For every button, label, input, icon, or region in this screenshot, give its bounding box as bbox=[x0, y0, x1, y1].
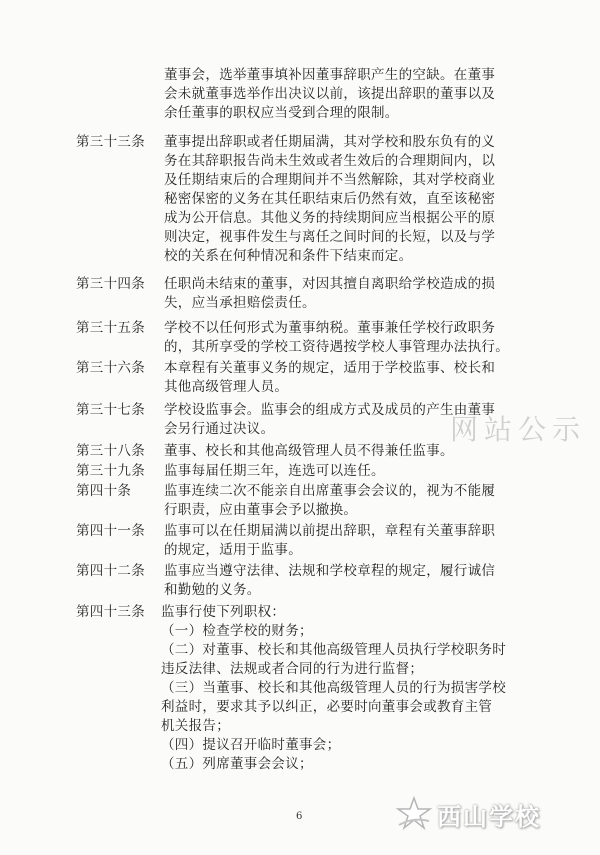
text-line: 机关报告； bbox=[161, 718, 230, 734]
text-line: 监事每届任期三年，连选可以连任。 bbox=[164, 463, 385, 479]
text-line: 监事应当遵守法律、法规和学校章程的规定，履行诚信 bbox=[164, 563, 496, 579]
text-line: 违反法律、法规或者合同的行为进行监督； bbox=[161, 661, 424, 677]
article-label: 第三十九条 bbox=[76, 463, 145, 479]
article-body bbox=[164, 462, 526, 481]
text-line: 的规定，适用于监事。 bbox=[164, 542, 302, 558]
text-line: 董事提出辞职或者任期届满，其对学校和股东负有的义 bbox=[164, 134, 496, 150]
text-line: 任职尚未结束的董事，对因其擅自离职给学校造成的损 bbox=[164, 276, 496, 292]
text-line: （一）检查学校的财务； bbox=[161, 623, 313, 639]
article-body bbox=[164, 359, 526, 397]
school-logo bbox=[395, 795, 541, 833]
article-label: 第三十六条 bbox=[76, 360, 145, 376]
text-line: 监事行使下列职权： bbox=[161, 604, 286, 620]
text-line: 监事连续二次不能亲自出席董事会会议的，视为不能履 bbox=[164, 483, 496, 499]
text-line: 秘密保密的义务在其任职结束后仍然有效，直至该秘密 bbox=[164, 191, 496, 207]
text-line: 董事会，选举董事填补因董事辞职产生的空缺。在董事 bbox=[164, 67, 496, 83]
text-line: 余任董事的职权应当受到合理的限制。 bbox=[164, 105, 399, 121]
article-body bbox=[164, 522, 526, 560]
article-label: 第三十八条 bbox=[76, 443, 145, 459]
article-body bbox=[164, 319, 526, 357]
text-line: 学校不以任何形式为董事纳税。董事兼任学校行政职务 bbox=[164, 320, 496, 336]
text-line: 失，应当承担赔偿责任。 bbox=[164, 295, 316, 311]
article-label: 第三十五条 bbox=[76, 320, 145, 336]
text-line: 成为公开信息。其他义务的持续期间应当根据公平的原 bbox=[164, 210, 496, 226]
article-body bbox=[164, 562, 526, 600]
logo-text: 西山学校 bbox=[437, 802, 541, 831]
text-line: （五）列席董事会会议； bbox=[161, 756, 313, 772]
star-swoosh-icon bbox=[395, 795, 433, 833]
text-line: （三）当董事、校长和其他高级管理人员的行为损害学校 bbox=[161, 680, 506, 696]
article-label: 第三十三条 bbox=[76, 134, 145, 150]
article-label: 第四十条 bbox=[76, 483, 132, 499]
article-body bbox=[164, 133, 526, 266]
text-line: 行职责，应由董事会予以撤换。 bbox=[164, 502, 358, 518]
text-line: 学校设监事会。监事会的组成方式及成员的产生由董事 bbox=[164, 402, 496, 418]
text-line: 和勤勉的义务。 bbox=[164, 582, 261, 598]
text-line: 会未就董事选举作出决议以前，该提出辞职的董事以及 bbox=[164, 86, 496, 102]
text-line: （二）对董事、校长和其他高级管理人员执行学校职务时 bbox=[161, 642, 506, 658]
text-line: 则决定，视事件发生与离任之间时间的长短，以及与学 bbox=[164, 229, 496, 245]
article-label: 第三十四条 bbox=[76, 276, 145, 292]
text-line: 会另行通过决议。 bbox=[164, 421, 275, 437]
article-body bbox=[161, 603, 523, 774]
article-label: 第四十三条 bbox=[76, 604, 145, 620]
text-line: 务在其辞职报告尚未生效或者生效后的合理期间内，以 bbox=[164, 153, 496, 169]
page-number: 6 bbox=[296, 811, 303, 822]
article-body bbox=[164, 482, 526, 520]
text-line: 的，其所享受的学校工资待遇按学校人事管理办法执行。 bbox=[164, 339, 509, 355]
intro-paragraph bbox=[164, 66, 514, 123]
text-line: 及任期结束后的合理期间并不当然解除，其对学校商业 bbox=[164, 172, 496, 188]
article-label: 第四十一条 bbox=[76, 523, 145, 539]
text-line: 利益时，要求其予以纠正，必要时向董事会或教育主管 bbox=[161, 699, 493, 715]
article-label: 第四十二条 bbox=[76, 563, 145, 579]
article-body bbox=[164, 275, 526, 313]
text-line: 董事、校长和其他高级管理人员不得兼任监事。 bbox=[164, 443, 454, 459]
text-line: 其他高级管理人员。 bbox=[164, 379, 289, 395]
text-line: 本章程有关董事义务的规定，适用于学校监事、校长和 bbox=[164, 360, 496, 376]
watermark-text: 网站公示 bbox=[450, 413, 587, 446]
article-label: 第三十七条 bbox=[76, 402, 145, 418]
text-line: 校的关系在何种情况和条件下结束而定。 bbox=[164, 248, 413, 264]
text-line: （四）提议召开临时董事会； bbox=[161, 737, 341, 753]
text-line: 监事可以在任期届满以前提出辞职，章程有关董事辞职 bbox=[164, 523, 496, 539]
